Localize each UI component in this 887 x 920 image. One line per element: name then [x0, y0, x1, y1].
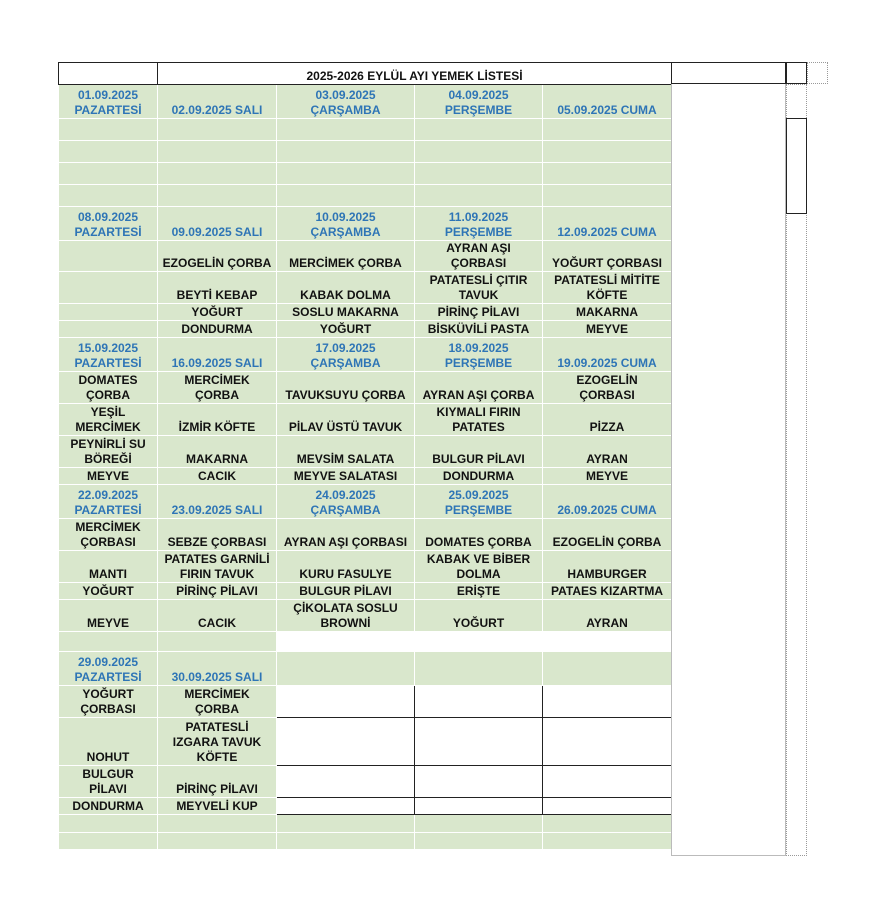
date-cell: 10.09.2025 ÇARŞAMBA: [277, 207, 415, 241]
date-cell: 22.09.2025 PAZARTESİ: [59, 485, 158, 519]
date-cell: 26.09.2025 CUMA: [543, 485, 672, 519]
side-grid-thick: [786, 118, 807, 214]
menu-cell: PATATESLİ IZGARA TAVUK KÖFTE: [158, 718, 277, 766]
menu-cell: [59, 185, 158, 207]
menu-cell: [543, 718, 672, 766]
menu-cell: SEBZE ÇORBASI: [158, 519, 277, 551]
menu-cell: EZOGELİN ÇORBA: [543, 519, 672, 551]
menu-cell: AYRAN: [543, 600, 672, 632]
menu-cell: KURU FASULYE: [277, 551, 415, 583]
menu-row: [59, 798, 672, 815]
trailing-cell: [415, 833, 543, 850]
date-cell: [415, 652, 543, 686]
menu-cell: PATATES GARNİLİ FIRIN TAVUK: [158, 551, 277, 583]
menu-cell: [415, 141, 543, 163]
date-cell: 24.09.2025 ÇARŞAMBA: [277, 485, 415, 519]
menu-cell: [59, 119, 158, 141]
menu-cell: [158, 185, 277, 207]
menu-cell: [543, 141, 672, 163]
menu-cell: PİRİNÇ PİLAVI: [415, 304, 543, 321]
date-cell: 08.09.2025 PAZARTESİ: [59, 207, 158, 241]
menu-cell: MEYVELİ KUP: [158, 798, 277, 815]
menu-cell: [277, 141, 415, 163]
menu-cell: DONDURMA: [415, 468, 543, 485]
menu-cell: PİZZA: [543, 404, 672, 436]
menu-cell: EZOGELİN ÇORBASI: [543, 372, 672, 404]
menu-cell: [543, 798, 672, 815]
menu-cell: [158, 163, 277, 185]
menu-cell: [277, 686, 415, 718]
menu-cell: [277, 185, 415, 207]
menu-cell: AYRAN: [543, 436, 672, 468]
menu-cell: [415, 163, 543, 185]
date-cell: 15.09.2025 PAZARTESİ: [59, 338, 158, 372]
menu-row: [59, 241, 672, 272]
date-cell: 02.09.2025 SALI: [158, 85, 277, 119]
spacer-cell: [158, 632, 277, 652]
spacer-cell: [59, 815, 158, 833]
menu-row: [59, 519, 672, 551]
menu-cell: PİRİNÇ PİLAVI: [158, 583, 277, 600]
menu-cell: MANTI: [59, 551, 158, 583]
menu-cell: YOĞURT: [277, 321, 415, 338]
menu-cell: DOMATES ÇORBA: [59, 372, 158, 404]
side-grid-a: [671, 62, 786, 84]
menu-cell: [415, 766, 543, 798]
menu-cell: MERCİMEK ÇORBA: [277, 241, 415, 272]
menu-row: [59, 141, 672, 163]
spacer-cell: [543, 815, 672, 833]
date-cell: 09.09.2025 SALI: [158, 207, 277, 241]
date-cell: 12.09.2025 CUMA: [543, 207, 672, 241]
menu-row: [59, 163, 672, 185]
menu-cell: MEVSİM SALATA: [277, 436, 415, 468]
menu-cell: YEŞİL MERCİMEK: [59, 404, 158, 436]
menu-cell: [415, 119, 543, 141]
menu-cell: [543, 686, 672, 718]
menu-cell: NOHUT: [59, 718, 158, 766]
menu-cell: KABAK VE BİBER DOLMA: [415, 551, 543, 583]
menu-cell: İZMİR KÖFTE: [158, 404, 277, 436]
menu-cell: [59, 163, 158, 185]
menu-row: [59, 718, 672, 766]
menu-cell: [415, 686, 543, 718]
menu-cell: [158, 119, 277, 141]
date-cell: 23.09.2025 SALI: [158, 485, 277, 519]
menu-row: [59, 436, 672, 468]
menu-cell: [277, 766, 415, 798]
date-cell: 25.09.2025 PERŞEMBE: [415, 485, 543, 519]
menu-cell: [59, 141, 158, 163]
date-cell: 05.09.2025 CUMA: [543, 85, 672, 119]
menu-cell: BULGUR PİLAVI: [415, 436, 543, 468]
trailing-cell: [59, 833, 158, 850]
menu-cell: BİSKÜVİLİ PASTA: [415, 321, 543, 338]
trailing-cell: [158, 833, 277, 850]
menu-cell: AYRAN AŞI ÇORBA: [415, 372, 543, 404]
menu-cell: MERCİMEK ÇORBA: [158, 372, 277, 404]
menu-cell: AYRAN AŞI ÇORBASI: [415, 241, 543, 272]
menu-cell: MAKARNA: [158, 436, 277, 468]
menu-cell: MAKARNA: [543, 304, 672, 321]
menu-cell: YOĞURT ÇORBASI: [59, 686, 158, 718]
spacer-cell: [59, 632, 158, 652]
date-cell: 19.09.2025 CUMA: [543, 338, 672, 372]
menu-cell: BULGUR PİLAVI: [59, 766, 158, 798]
menu-row: [59, 766, 672, 798]
menu-row: [59, 372, 672, 404]
menu-row: [59, 321, 672, 338]
menu-cell: ERİŞTE: [415, 583, 543, 600]
date-row: [59, 485, 672, 519]
date-cell: 01.09.2025 PAZARTESİ: [59, 85, 158, 119]
menu-row: [59, 583, 672, 600]
menu-row: [59, 185, 672, 207]
date-cell: 16.09.2025 SALI: [158, 338, 277, 372]
menu-cell: KIYMALI FIRIN PATATES: [415, 404, 543, 436]
spacer-row: [59, 815, 672, 833]
menu-cell: YOĞURT ÇORBASI: [543, 241, 672, 272]
spacer-cell: [415, 815, 543, 833]
menu-cell: [543, 185, 672, 207]
menu-cell: YOĞURT: [415, 600, 543, 632]
menu-cell: MEYVE SALATASI: [277, 468, 415, 485]
spacer-cell: [415, 632, 543, 652]
menu-cell: [415, 798, 543, 815]
menu-cell: YOĞURT: [59, 583, 158, 600]
trailing-cell: [277, 833, 415, 850]
menu-row: [59, 304, 672, 321]
title-row: [59, 63, 672, 85]
menu-cell: AYRAN AŞI ÇORBASI: [277, 519, 415, 551]
date-cell: [543, 652, 672, 686]
date-row: [59, 85, 672, 119]
menu-cell: DONDURMA: [158, 321, 277, 338]
menu-cell: [543, 163, 672, 185]
menu-cell: BULGUR PİLAVI: [277, 583, 415, 600]
menu-row: [59, 272, 672, 304]
menu-cell: [415, 718, 543, 766]
menu-cell: PİLAV ÜSTÜ TAVUK: [277, 404, 415, 436]
menu-cell: DONDURMA: [59, 798, 158, 815]
menu-cell: MERCİMEK ÇORBASI: [59, 519, 158, 551]
menu-cell: MERCİMEK ÇORBA: [158, 686, 277, 718]
menu-cell: PATAES KIZARTMA: [543, 583, 672, 600]
side-grid-c: [807, 62, 828, 84]
menu-cell: MEYVE: [59, 600, 158, 632]
menu-cell: MEYVE: [59, 468, 158, 485]
side-grid-b: [786, 62, 807, 84]
menu-cell: [59, 321, 158, 338]
menu-cell: [158, 141, 277, 163]
menu-row: [59, 686, 672, 718]
menu-cell: ÇİKOLATA SOSLU BROWNİ: [277, 600, 415, 632]
menu-cell: DOMATES ÇORBA: [415, 519, 543, 551]
menu-cell: [543, 119, 672, 141]
date-row: [59, 207, 672, 241]
menu-cell: CACIK: [158, 600, 277, 632]
menu-cell: [59, 304, 158, 321]
menu-cell: [415, 185, 543, 207]
menu-cell: [277, 119, 415, 141]
menu-cell: PEYNİRLİ SU BÖREĞİ: [59, 436, 158, 468]
menu-cell: MEYVE: [543, 321, 672, 338]
menu-table: [58, 62, 672, 850]
menu-cell: MEYVE: [543, 468, 672, 485]
menu-cell: PATATESLİ MİTİTE KÖFTE: [543, 272, 672, 304]
menu-cell: PATATESLİ ÇITIR TAVUK: [415, 272, 543, 304]
side-grid-col1: [671, 84, 786, 856]
page-title: 2025-2026 EYLÜL AYI YEMEK LİSTESİ: [158, 63, 672, 85]
title-blank-cell: [59, 63, 158, 85]
date-cell: 29.09.2025 PAZARTESİ: [59, 652, 158, 686]
menu-cell: CACIK: [158, 468, 277, 485]
menu-table-body: [59, 63, 672, 850]
menu-row: [59, 119, 672, 141]
spacer-cell: [277, 815, 415, 833]
menu-cell: [277, 163, 415, 185]
menu-cell: TAVUKSUYU ÇORBA: [277, 372, 415, 404]
menu-cell: HAMBURGER: [543, 551, 672, 583]
trailing-cell: [543, 833, 672, 850]
date-cell: 17.09.2025 ÇARŞAMBA: [277, 338, 415, 372]
menu-row: [59, 404, 672, 436]
menu-cell: PİRİNÇ PİLAVI: [158, 766, 277, 798]
menu-cell: [277, 718, 415, 766]
menu-row: [59, 468, 672, 485]
date-row: [59, 338, 672, 372]
menu-cell: BEYTİ KEBAP: [158, 272, 277, 304]
menu-cell: [277, 798, 415, 815]
menu-cell: YOĞURT: [158, 304, 277, 321]
menu-cell: [543, 766, 672, 798]
menu-row: [59, 600, 672, 632]
menu-cell: EZOGELİN ÇORBA: [158, 241, 277, 272]
spacer-row: [59, 632, 672, 652]
date-cell: [277, 652, 415, 686]
menu-cell: [59, 272, 158, 304]
spacer-cell: [277, 632, 415, 652]
menu-row: [59, 551, 672, 583]
menu-cell: [59, 241, 158, 272]
spacer-cell: [158, 815, 277, 833]
trailing-row: [59, 833, 672, 850]
menu-cell: SOSLU MAKARNA: [277, 304, 415, 321]
date-cell: 04.09.2025 PERŞEMBE: [415, 85, 543, 119]
date-cell: 18.09.2025 PERŞEMBE: [415, 338, 543, 372]
date-cell: 30.09.2025 SALI: [158, 652, 277, 686]
date-cell: 03.09.2025 ÇARŞAMBA: [277, 85, 415, 119]
date-cell: 11.09.2025 PERŞEMBE: [415, 207, 543, 241]
date-row: [59, 652, 672, 686]
spacer-cell: [543, 632, 672, 652]
menu-cell: KABAK DOLMA: [277, 272, 415, 304]
